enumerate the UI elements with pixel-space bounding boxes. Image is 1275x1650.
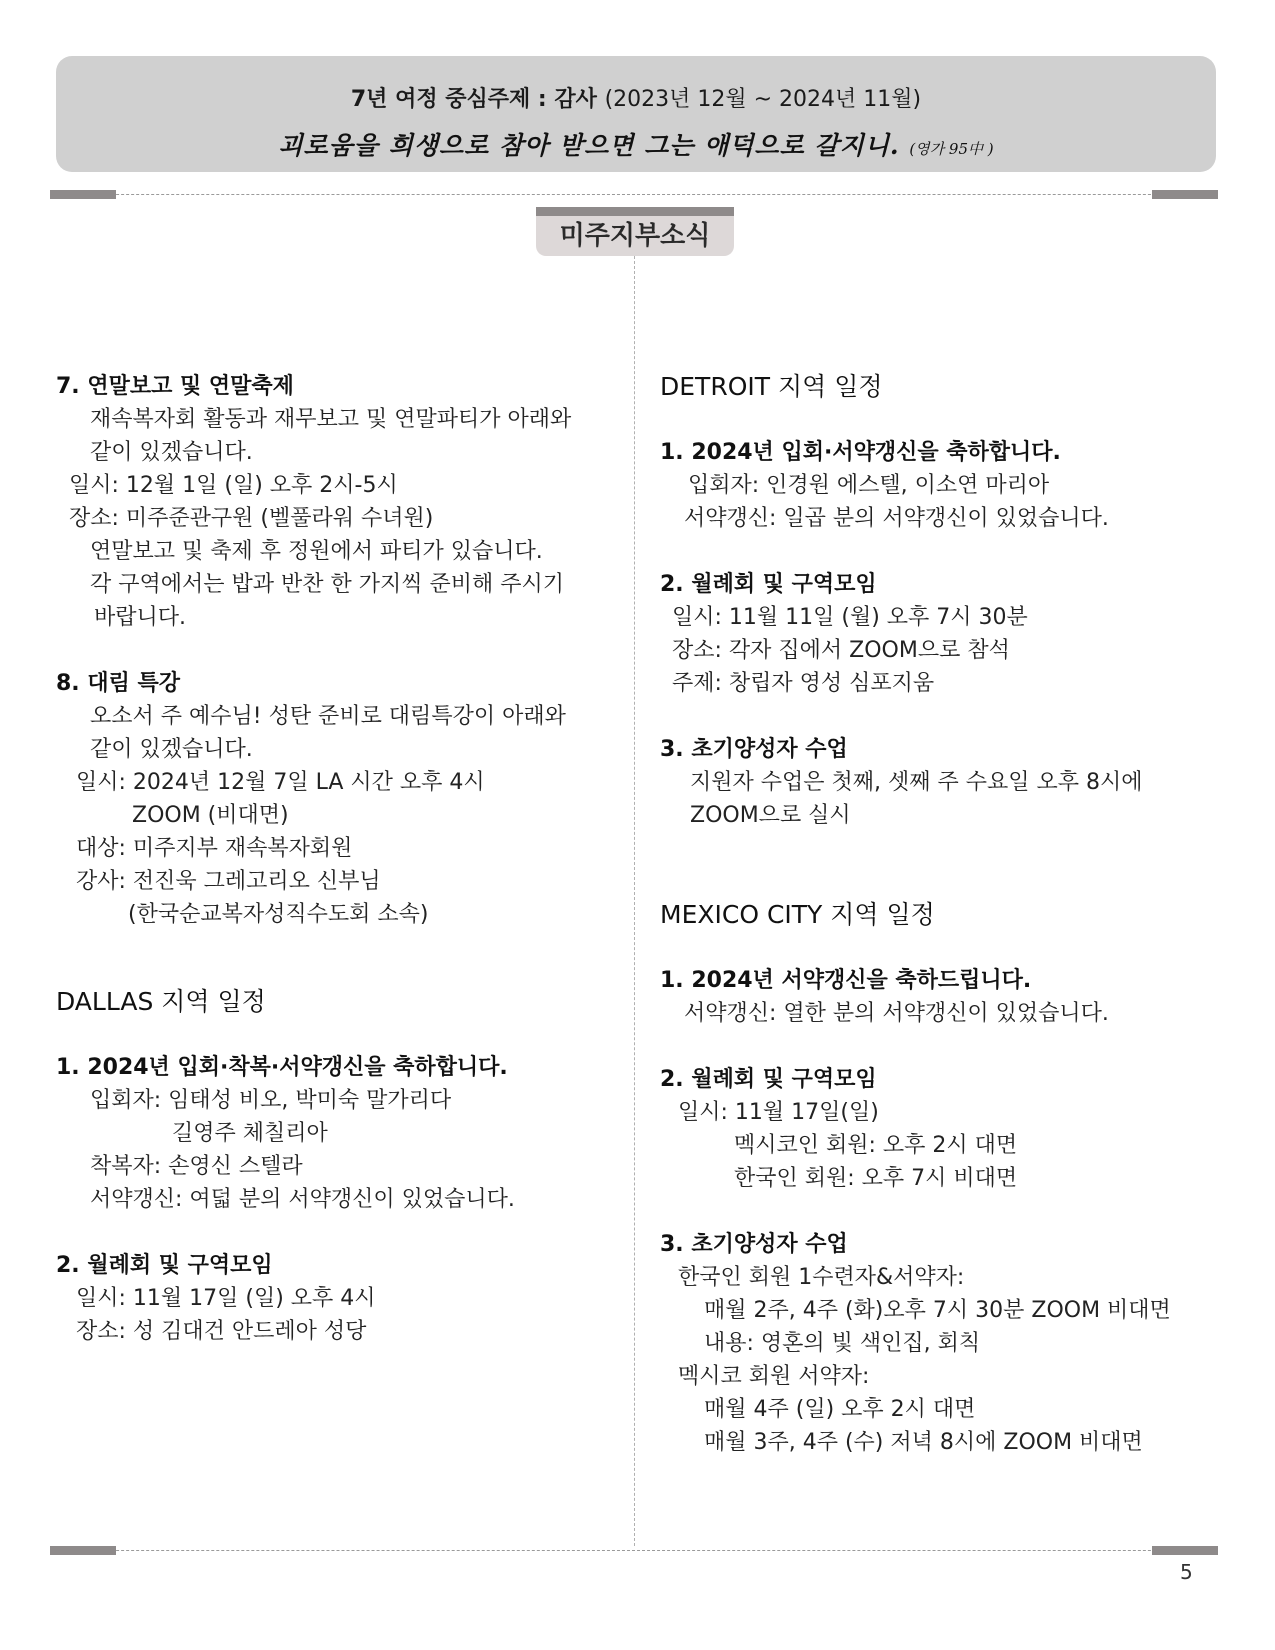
top-right-tab: [1152, 190, 1218, 199]
item7-line: 바랍니다.: [94, 605, 187, 630]
detroit-item2-title: 2. 월례회 및 구역모임: [660, 572, 877, 597]
mexico-item3-line: 매월 4주 (일) 오후 2시 대면: [704, 1397, 976, 1422]
item8-title: 8. 대림 특강: [56, 671, 180, 696]
header-banner: [56, 56, 1216, 172]
dallas-item1-title: 1. 2024년 입회·착복·서약갱신을 축하합니다.: [56, 1055, 508, 1080]
item8-line: 같이 있겠습니다.: [90, 737, 253, 762]
detroit-item2-line: 일시: 11월 11일 (월) 오후 7시 30분: [672, 605, 1028, 630]
item8-line: 오소서 주 예수님! 성탄 준비로 대림특강이 아래와: [90, 704, 566, 729]
item7-line: 연말보고 및 축제 후 정원에서 파티가 있습니다.: [90, 539, 543, 564]
detroit-item2-line: 주제: 창립자 영성 심포지움: [672, 671, 935, 696]
mexico-heading: MEXICO CITY 지역 일정: [660, 900, 935, 929]
banner-quote: [56, 126, 1216, 162]
right-column: [660, 370, 1240, 1459]
item7-line: 재속복자회 활동과 재무보고 및 연말파티가 아래와: [90, 407, 572, 432]
mexico-item3-title: 3. 초기양성자 수업: [660, 1232, 848, 1257]
detroit-item1-line: 서약갱신: 일곱 분의 서약갱신이 있었습니다.: [684, 506, 1109, 531]
mexico-item1-line: 서약갱신: 열한 분의 서약갱신이 있었습니다.: [684, 1001, 1109, 1026]
bottom-left-tab: [50, 1546, 116, 1555]
item8-line: ZOOM (비대면): [132, 803, 289, 828]
item8-line: 대상: 미주지부 재속복자회원: [76, 836, 353, 861]
detroit-item3-line: ZOOM으로 실시: [690, 803, 851, 828]
left-column: [56, 370, 616, 1348]
top-left-tab: [50, 190, 116, 199]
mexico-item1-title: 1. 2024년 서약갱신을 축하드립니다.: [660, 968, 1032, 993]
detroit-heading: DETROIT 지역 일정: [660, 372, 883, 401]
quote-text: 괴로움을 희생으로 참아 받으면 그는 애덕으로 갈지니.: [278, 131, 900, 160]
dallas-item2-line: 장소: 성 김대건 안드레아 성당: [76, 1319, 367, 1344]
mexico-item3-line: 매월 3주, 4주 (수) 저녁 8시에 ZOOM 비대면: [704, 1430, 1143, 1455]
quote-source: (영가 95中 ): [909, 140, 994, 158]
item7-line: 장소: 미주준관구원 (벨풀라워 수녀원): [69, 506, 434, 531]
item7-line: 같이 있겠습니다.: [90, 440, 253, 465]
section-title-tab: 미주지부소식: [536, 207, 734, 256]
page-number: 5: [1180, 1560, 1193, 1584]
item7-title: 7. 연말보고 및 연말축제: [56, 374, 294, 399]
item8-line: 강사: 전진욱 그레고리오 신부님: [76, 869, 381, 894]
item7-line: 각 구역에서는 밥과 반찬 한 가지씩 준비해 주시기: [90, 572, 564, 597]
banner-theme: 7년 여정 중심주제 : 감사: [350, 87, 597, 112]
bottom-divider: [56, 1550, 1216, 1551]
banner-dates: (2023년 12월 ~ 2024년 11월): [604, 87, 922, 112]
detroit-item3-title: 3. 초기양성자 수업: [660, 737, 848, 762]
top-divider: [56, 194, 1216, 195]
mexico-item3-line: 내용: 영혼의 빛 색인집, 회칙: [704, 1331, 981, 1356]
item8-line: (한국순교복자성직수도회 소속): [128, 902, 429, 927]
detroit-item1-title: 1. 2024년 입회·서약갱신을 축하합니다.: [660, 440, 1061, 465]
item7-line: 일시: 12월 1일 (일) 오후 2시-5시: [69, 473, 398, 498]
dallas-item2-line: 일시: 11월 17일 (일) 오후 4시: [76, 1286, 376, 1311]
dallas-item1-line: 서약갱신: 여덟 분의 서약갱신이 있었습니다.: [90, 1187, 515, 1212]
mexico-item2-line: 한국인 회원: 오후 7시 비대면: [734, 1166, 1018, 1191]
mexico-item3-line: 한국인 회원 1수련자&서약자:: [678, 1265, 965, 1290]
mexico-item2-title: 2. 월례회 및 구역모임: [660, 1067, 877, 1092]
mexico-item2-line: 일시: 11월 17일(일): [678, 1100, 879, 1125]
dallas-item2-title: 2. 월례회 및 구역모임: [56, 1253, 273, 1278]
mexico-item2-line: 멕시코인 회원: 오후 2시 대면: [734, 1133, 1018, 1158]
bottom-right-tab: [1152, 1546, 1218, 1555]
item8-line: 일시: 2024년 12월 7일 LA 시간 오후 4시: [76, 770, 485, 795]
mexico-item3-line: 멕시코 회원 서약자:: [678, 1364, 870, 1389]
dallas-item1-line: 착복자: 손영신 스텔라: [90, 1154, 303, 1179]
column-separator: [634, 256, 635, 1546]
detroit-item3-line: 지원자 수업은 첫째, 셋째 주 수요일 오후 8시에: [690, 770, 1143, 795]
dallas-heading: DALLAS 지역 일정: [56, 987, 266, 1016]
dallas-item1-line: 입회자: 임태성 비오, 박미숙 말가리다: [90, 1088, 452, 1113]
dallas-item1-line: 길영주 체칠리아: [172, 1121, 328, 1146]
mexico-item3-line: 매월 2주, 4주 (화)오후 7시 30분 ZOOM 비대면: [704, 1298, 1171, 1323]
banner-title: [56, 82, 1216, 113]
detroit-item1-line: 입회자: 인경원 에스텔, 이소연 마리아: [688, 473, 1050, 498]
detroit-item2-line: 장소: 각자 집에서 ZOOM으로 참석: [672, 638, 1010, 663]
